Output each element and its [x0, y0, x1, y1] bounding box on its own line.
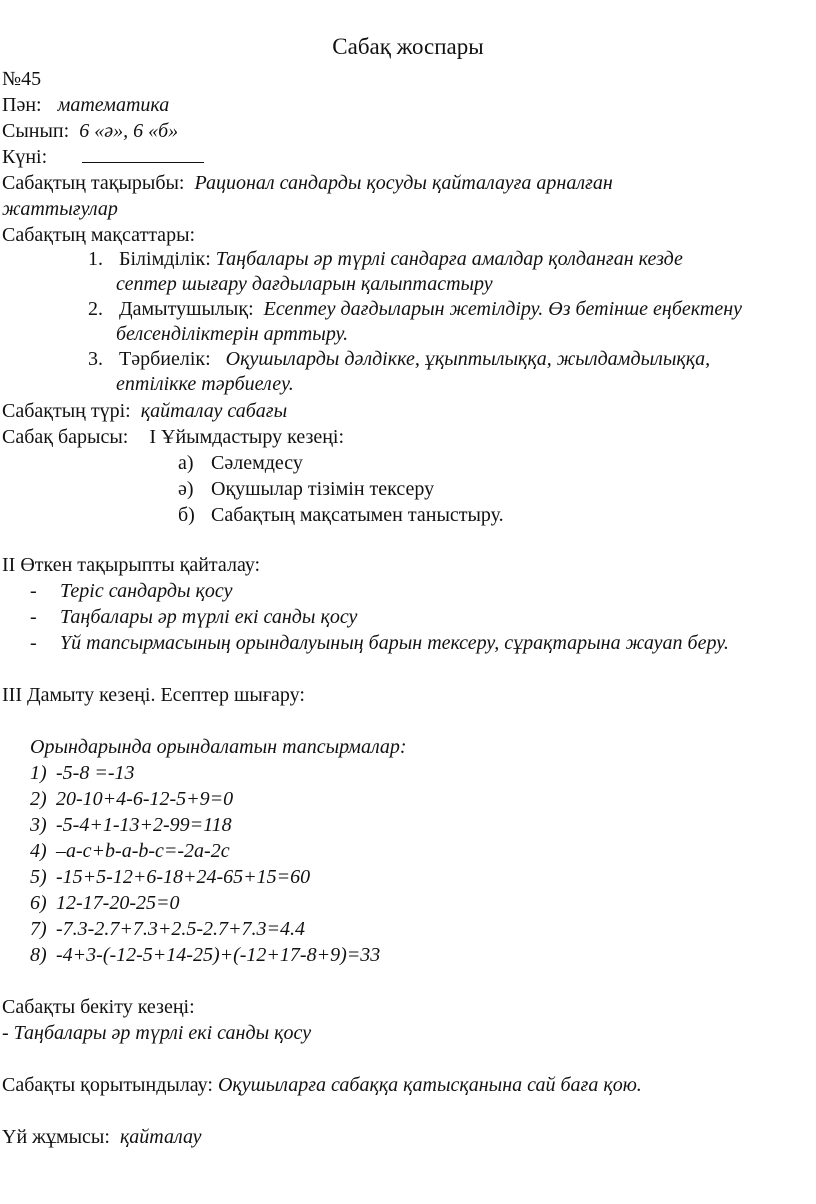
- consolidation-heading: Сабақты бекіту кезеңі:: [2, 996, 195, 1018]
- stage1-item: [178, 476, 434, 502]
- task-expression: -5-4+1-13+2-99=118: [56, 814, 232, 836]
- goal-number: 2.: [88, 298, 103, 320]
- task-expression: 20-10+4-6-12-5+9=0: [56, 788, 234, 810]
- task-item: [30, 760, 134, 786]
- lesson-type-value: қайталау сабағы: [140, 400, 288, 422]
- page-title: Сабақ жоспары: [332, 34, 484, 59]
- summary-row: [2, 1072, 642, 1098]
- review-item: [30, 604, 357, 630]
- goals-label: Сабақтың мақсаттары:: [2, 224, 196, 246]
- task-item: [30, 838, 230, 864]
- stage1-item-mark: б): [178, 504, 195, 526]
- task-item: [30, 812, 232, 838]
- tasks-heading: Орындарында орындалатын тапсырмалар:: [30, 736, 407, 758]
- consolidation-item: - Таңбалары әр түрлі екі санды қосу: [2, 1022, 312, 1044]
- task-expression: -7.3-2.7+7.3+2.5-2.7+7.3=4.4: [56, 918, 305, 940]
- goal-text-line1: Есептеу дағдыларын жетілдіру. Өз бетінше еңбектену: [263, 298, 743, 320]
- subject-value: математика: [57, 94, 170, 116]
- stage1-item: [178, 502, 504, 528]
- subject-label: Пән:: [2, 94, 42, 116]
- stage1-item-text: Оқушылар тізімін тексеру: [211, 478, 435, 500]
- lesson-type-label: Сабақтың түрі:: [2, 400, 131, 422]
- task-number: 1): [30, 762, 47, 784]
- task-number: 5): [30, 866, 47, 888]
- goal-item: [88, 346, 710, 372]
- task-item: [30, 786, 233, 812]
- review-item-text: Теріс сандарды қосу: [60, 580, 233, 602]
- goal-label: Дамытушылық:: [119, 298, 254, 320]
- task-expression: -4+3-(-12-5+14-25)+(-12+17-8+9)=33: [56, 944, 381, 966]
- goal-number: 1.: [88, 248, 103, 270]
- goal-label: Білімділік:: [119, 248, 211, 270]
- summary-value: Оқушыларға сабаққа қатысқанына сай баға қою.: [217, 1074, 642, 1096]
- task-expression: 12-17-20-25=0: [56, 892, 180, 914]
- homework-row: [2, 1124, 202, 1150]
- goal-label: Тәрбиелік:: [119, 348, 211, 370]
- task-number: 7): [30, 918, 47, 940]
- goal-item: [88, 246, 683, 272]
- goal-number: 3.: [88, 348, 103, 370]
- goal-text-line2: ептілікке тәрбиелеу.: [116, 373, 294, 395]
- task-item: [30, 916, 305, 942]
- review-item: [30, 578, 232, 604]
- lesson-type-row: [2, 398, 287, 424]
- homework-label: Үй жұмысы:: [2, 1126, 110, 1148]
- goal-text-line2: септер шығару дағдыларын қалыптастыру: [116, 273, 493, 295]
- task-number: 4): [30, 840, 47, 862]
- task-number: 2): [30, 788, 47, 810]
- subject-row: [2, 92, 169, 118]
- lesson-number: №45: [2, 68, 42, 90]
- bullet-dash: -: [30, 580, 37, 602]
- review-item: [30, 630, 729, 656]
- goal-item: [88, 296, 742, 322]
- bullet-dash: -: [30, 606, 37, 628]
- task-expression: -5-8 =-13: [56, 762, 135, 784]
- task-item: [30, 890, 179, 916]
- progress-row: [2, 424, 344, 450]
- topic-row: [2, 170, 613, 196]
- review-item-text: Үй тапсырмасының орындалуының барын тексеру, сұрақтарына жауап беру.: [60, 632, 729, 654]
- task-expression: –a-c+b-a-b-c=-2a-2c: [56, 840, 230, 862]
- goal-text-line2: белсенділіктерін арттыру.: [116, 323, 349, 345]
- summary-label: Сабақты қорытындылау:: [2, 1074, 213, 1096]
- stage1-heading: І Ұйымдастыру кезеңі:: [149, 426, 345, 448]
- topic-label: Сабақтың тақырыбы:: [2, 172, 185, 194]
- task-number: 3): [30, 814, 47, 836]
- task-item: [30, 864, 310, 890]
- topic-value-line1: Рационал сандарды қосуды қайталауға арналған: [194, 172, 613, 194]
- stage1-item-mark: ә): [178, 478, 194, 500]
- goal-text-line1: Таңбалары әр түрлі сандарға амалдар қолданған кезде: [215, 248, 683, 270]
- date-blank-line: [82, 144, 204, 163]
- stage1-item-text: Сабақтың мақсатымен таныстыру.: [211, 504, 504, 526]
- task-number: 6): [30, 892, 47, 914]
- development-heading: ІІІ Дамыту кезеңі. Есептер шығару:: [2, 684, 305, 706]
- review-item-text: Таңбалары әр түрлі екі санды қосу: [60, 606, 358, 628]
- stage1-item-text: Сәлемдесу: [211, 452, 303, 474]
- date-label: Күні:: [2, 146, 48, 168]
- task-number: 8): [30, 944, 47, 966]
- grade-row: [2, 118, 178, 144]
- grade-label: Сынып:: [2, 120, 70, 142]
- bullet-dash: -: [30, 632, 37, 654]
- date-row: [2, 144, 204, 170]
- grade-value: 6 «ә», 6 «б»: [79, 120, 179, 142]
- progress-label: Сабақ барысы:: [2, 426, 129, 448]
- review-heading: ІІ Өткен тақырыпты қайталау:: [2, 554, 261, 576]
- task-expression: -15+5-12+6-18+24-65+15=60: [56, 866, 311, 888]
- homework-value: қайталау: [119, 1126, 202, 1148]
- stage1-item-mark: а): [178, 452, 194, 474]
- task-item: [30, 942, 380, 968]
- goal-text-line1: Оқушыларды дәлдікке, ұқыптылыққа, жылдамдылыққа,: [225, 348, 711, 370]
- stage1-item: [178, 450, 303, 476]
- topic-value-line2: жаттығулар: [2, 198, 118, 220]
